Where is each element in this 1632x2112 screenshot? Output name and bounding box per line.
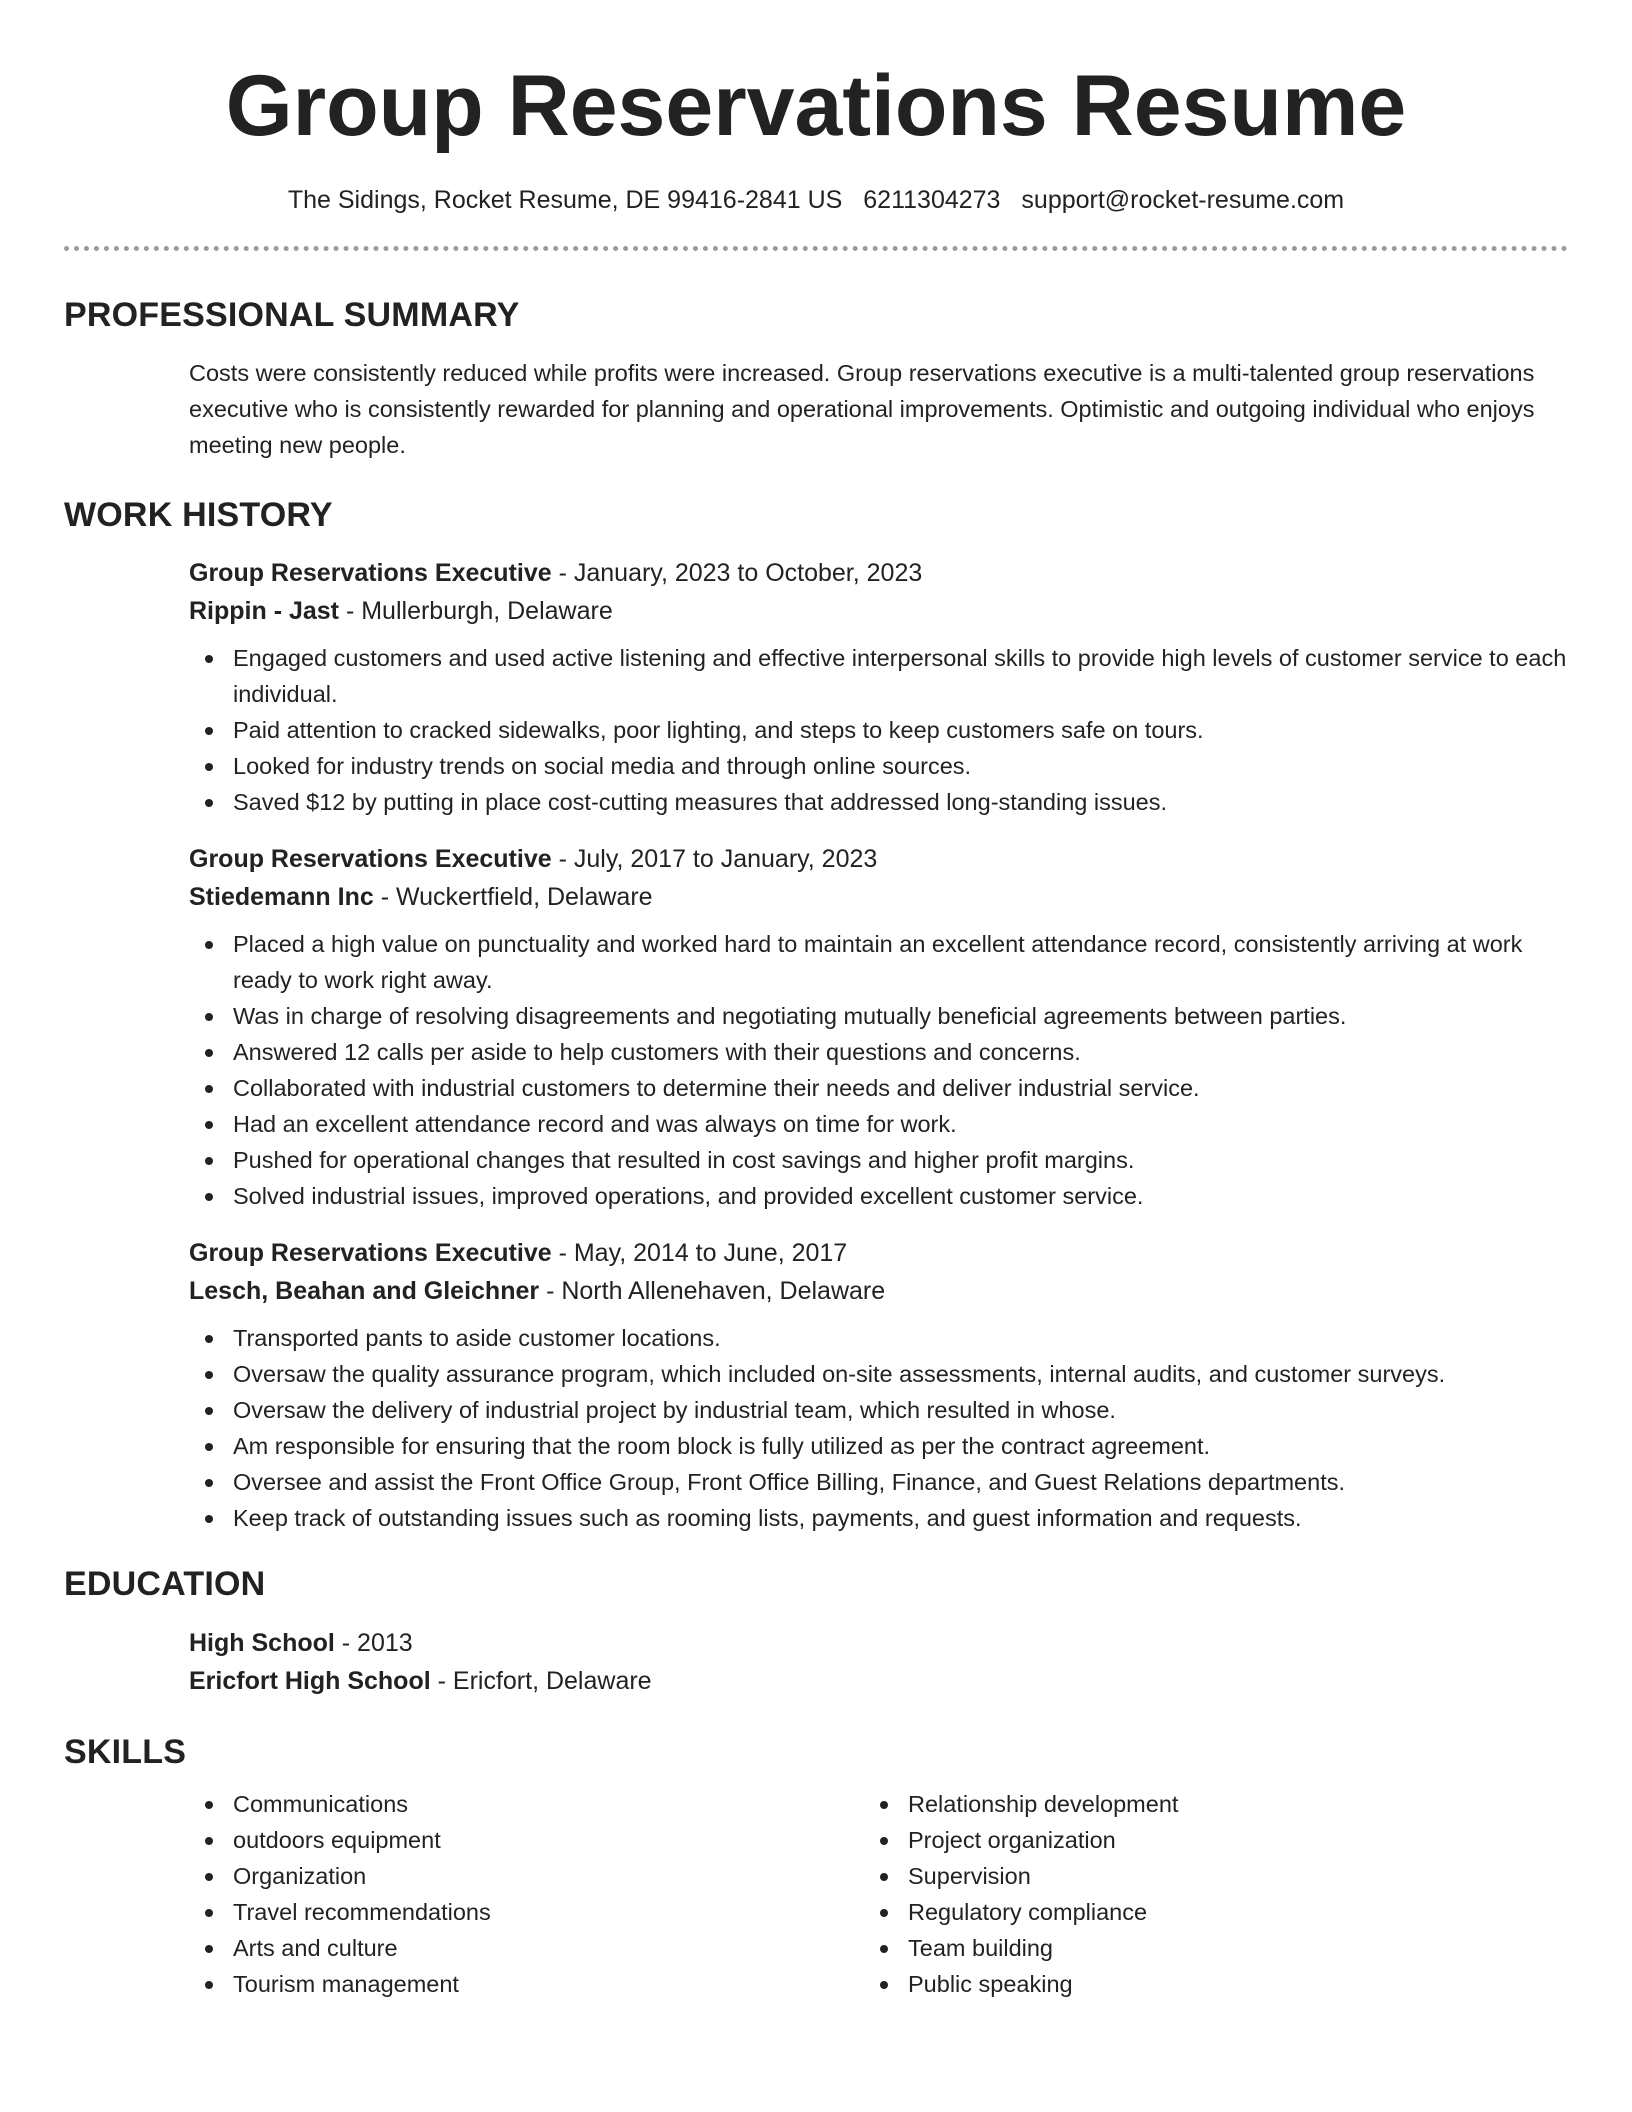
- job-location: - North Allenehaven, Delaware: [539, 1277, 886, 1305]
- list-item: Oversee and assist the Front Office Group, Front Office Billing, Finance, and Guest Relations departments.: [189, 1464, 1568, 1500]
- list-item: Am responsible for ensuring that the room block is fully utilized as per the contract agreement.: [189, 1428, 1568, 1464]
- job-entry: [64, 840, 1568, 1214]
- job-entry: [64, 1234, 1568, 1536]
- list-item: Pushed for operational changes that resulted in cost savings and higher profit margins.: [189, 1142, 1568, 1178]
- list-item: Organization: [189, 1858, 864, 1894]
- job-location: - Mullerburgh, Delaware: [339, 597, 613, 625]
- job-location: - Wuckertfield, Delaware: [373, 883, 653, 911]
- education-year: - 2013: [334, 1629, 413, 1657]
- education-degree-line: [189, 1624, 1568, 1662]
- list-item: Paid attention to cracked sidewalks, poor lighting, and steps to keep customers safe on tours.: [189, 712, 1568, 748]
- job-duties-list: [189, 926, 1568, 1214]
- contact-address: The Sidings, Rocket Resume, DE 99416-2841 US: [287, 186, 843, 214]
- job-dates: - July, 2017 to January, 2023: [551, 845, 878, 873]
- resume-title: Group Reservations Resume: [225, 58, 1407, 154]
- list-item: Oversaw the delivery of industrial project by industrial team, which resulted in whose.: [189, 1392, 1568, 1428]
- list-item: Placed a high value on punctuality and worked hard to maintain an excellent attendance record, consistently arriving at work ready to work right away.: [189, 926, 1568, 998]
- summary-heading: PROFESSIONAL SUMMARY: [64, 296, 520, 334]
- job-title-line: [189, 554, 1568, 592]
- list-item: Arts and culture: [189, 1930, 864, 1966]
- job-company: Stiedemann Inc: [189, 883, 374, 911]
- education-location: - Ericfort, Delaware: [430, 1667, 652, 1695]
- list-item: Solved industrial issues, improved operations, and provided excellent customer service.: [189, 1178, 1568, 1214]
- skills-list-right: [864, 1786, 1539, 2002]
- job-company-line: [189, 878, 1568, 916]
- job-role: Group Reservations Executive: [189, 1239, 552, 1267]
- job-title-line: [189, 840, 1568, 878]
- list-item: Oversaw the quality assurance program, which included on-site assessments, internal audits, and customer surveys.: [189, 1356, 1568, 1392]
- header-divider: [64, 246, 1568, 251]
- job-role: Group Reservations Executive: [189, 559, 552, 587]
- job-role: Group Reservations Executive: [189, 845, 552, 873]
- list-item: Collaborated with industrial customers to determine their needs and deliver industrial service.: [189, 1070, 1568, 1106]
- skills-list-left: [189, 1786, 864, 2002]
- job-dates: - January, 2023 to October, 2023: [551, 559, 923, 587]
- job-company: Lesch, Beahan and Gleichner: [189, 1277, 540, 1305]
- list-item: Saved $12 by putting in place cost-cutting measures that addressed long-standing issues.: [189, 784, 1568, 820]
- work-history-section: [64, 495, 1568, 1536]
- contact-phone: 6211304273: [863, 186, 1001, 214]
- list-item: Had an excellent attendance record and was always on time for work.: [189, 1106, 1568, 1142]
- list-item: Keep track of outstanding issues such as rooming lists, payments, and guest information and requests.: [189, 1500, 1568, 1536]
- job-title-line: [189, 1234, 1568, 1272]
- contact-email: support@rocket-resume.com: [1021, 186, 1345, 214]
- work-history-heading: WORK HISTORY: [64, 496, 333, 534]
- skills-heading: SKILLS: [64, 1733, 187, 1771]
- education-section: [64, 1564, 1568, 1700]
- list-item: Looked for industry trends on social media and through online sources.: [189, 748, 1568, 784]
- list-item: Communications: [189, 1786, 864, 1822]
- job-company: Rippin - Jast: [189, 597, 340, 625]
- list-item: Travel recommendations: [189, 1894, 864, 1930]
- list-item: Answered 12 calls per aside to help customers with their questions and concerns.: [189, 1034, 1568, 1070]
- job-company-line: [189, 1272, 1568, 1310]
- job-dates: - May, 2014 to June, 2017: [551, 1239, 848, 1267]
- summary-text: Costs were consistently reduced while profits were increased. Group reservations executive is a multi-talented group reservations executive who is consistently rewarded for planning and operational improvements. Optimistic and outgoing individual who enjoys meeting new people.: [189, 360, 1535, 458]
- skills-section: [64, 1732, 1568, 2002]
- list-item: Public speaking: [864, 1966, 1539, 2002]
- list-item: Engaged customers and used active listening and effective interpersonal skills to provide high levels of customer service to each individual.: [189, 640, 1568, 712]
- education-heading: EDUCATION: [64, 1565, 266, 1603]
- list-item: Team building: [864, 1930, 1539, 1966]
- job-entry: [64, 554, 1568, 820]
- list-item: Supervision: [864, 1858, 1539, 1894]
- education-school-line: [189, 1662, 1568, 1700]
- list-item: Was in charge of resolving disagreements and negotiating mutually beneficial agreements between parties.: [189, 998, 1568, 1034]
- job-duties-list: [189, 1320, 1568, 1536]
- contact-line: [64, 184, 1568, 216]
- list-item: Regulatory compliance: [864, 1894, 1539, 1930]
- list-item: Relationship development: [864, 1786, 1539, 1822]
- education-degree: High School: [189, 1629, 335, 1657]
- summary-section: [64, 295, 1568, 463]
- list-item: outdoors equipment: [189, 1822, 864, 1858]
- list-item: Project organization: [864, 1822, 1539, 1858]
- resume-header: [64, 0, 1568, 216]
- education-school: Ericfort High School: [189, 1667, 431, 1695]
- job-company-line: [189, 592, 1568, 630]
- job-duties-list: [189, 640, 1568, 820]
- list-item: Transported pants to aside customer locations.: [189, 1320, 1568, 1356]
- list-item: Tourism management: [189, 1966, 864, 2002]
